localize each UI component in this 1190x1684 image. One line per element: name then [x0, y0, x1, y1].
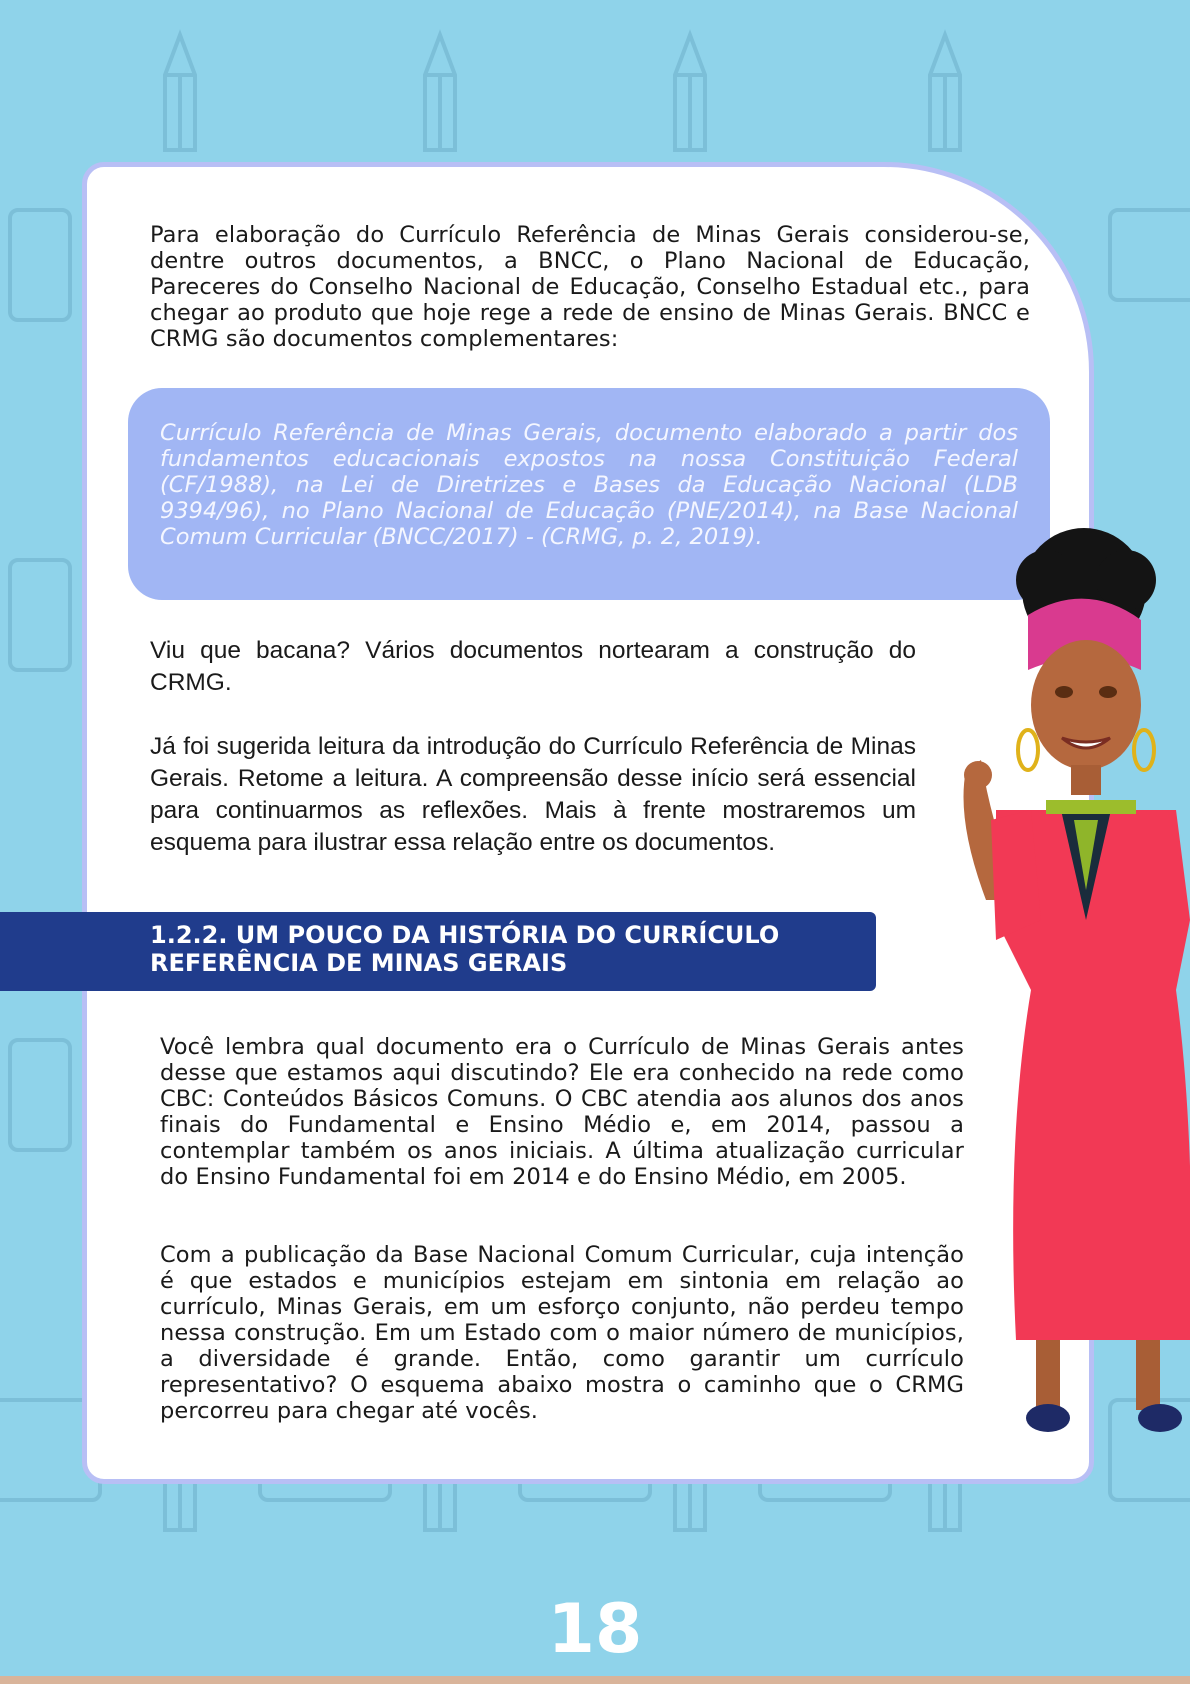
- intro-paragraph: Para elaboração do Currículo Referência de Minas Gerais considerou-se, dentre outros documentos, a BNCC, o Plano Nacional de Educação, Pareceres do Conselho Nacional de Educação, Conselho Estadual etc., para chegar ao produto que hoje rege a rede de ensino de Minas Gerais. BNCC e CRMG são documentos complementares:: [150, 222, 1030, 352]
- section-heading: [150, 921, 870, 977]
- paragraph-ja: Já foi sugerida leitura da introdução do Currículo Referência de Minas Gerais. Retome a leitura. A compreensão desse início será essencial para continuarmos as reflexões. Mais à frente mostraremos um esquema para ilustrar essa relação entre os documentos.: [150, 733, 916, 856]
- pencil-icon: [165, 35, 195, 150]
- paragraph-viu: Viu que bacana? Vários documentos nortearam a construção do CRMG.: [150, 637, 916, 696]
- paragraph-com: Com a publicação da Base Nacional Comum Curricular, cuja intenção é que estados e municípios estejam em sintonia em relação ao currículo, Minas Gerais, em um esforço conjunto, não perdeu tempo nessa construção. Em um Estado com o maior número de municípios, a diversidade é grande. Então, como garantir um currículo representativo? O esquema abaixo mostra o caminho que o CRMG percorreu para chegar até vocês.: [160, 1242, 964, 1424]
- book-icon: [10, 560, 70, 670]
- teacher-character-illustration: [936, 520, 1190, 1460]
- page-number: 18: [547, 1590, 643, 1669]
- book-icon: [1110, 210, 1190, 300]
- section-heading-line-2: REFERÊNCIA DE MINAS GERAIS: [150, 949, 568, 977]
- paragraph-voce: Você lembra qual documento era o Currículo de Minas Gerais antes desse que estamos aqui discutindo? Ele era conhecido na rede como CBC: Conteúdos Básicos Comuns. O CBC atendia aos alunos dos anos finais do Fundamental e Ensino Médio e, em 2014, passou a contemplar também os anos iniciais. A última atualização curricular do Ensino Fundamental foi em 2014 e do Ensino Médio, em 2005.: [160, 1034, 964, 1190]
- book-icon: [10, 1040, 70, 1150]
- quote-text: Currículo Referência de Minas Gerais, documento elaborado a partir dos fundamentos educacionais expostos na nossa Constituição Federal (CF/1988), na Lei de Diretrizes e Bases da Educação Nacional (LDB 9394/96), no Plano Nacional de Educação (PNE/2014), na Base Nacional Comum Curricular (BNCC/2017) - (CRMG, p. 2, 2019).: [160, 420, 1018, 550]
- pencil-icon: [425, 35, 455, 150]
- book-icon: [10, 210, 70, 320]
- pencil-icon: [930, 35, 960, 150]
- bottom-strip: [0, 1676, 1190, 1684]
- pencil-icon: [675, 35, 705, 150]
- section-heading-line-1: 1.2.2. UM POUCO DA HISTÓRIA DO CURRÍCULO: [150, 921, 780, 949]
